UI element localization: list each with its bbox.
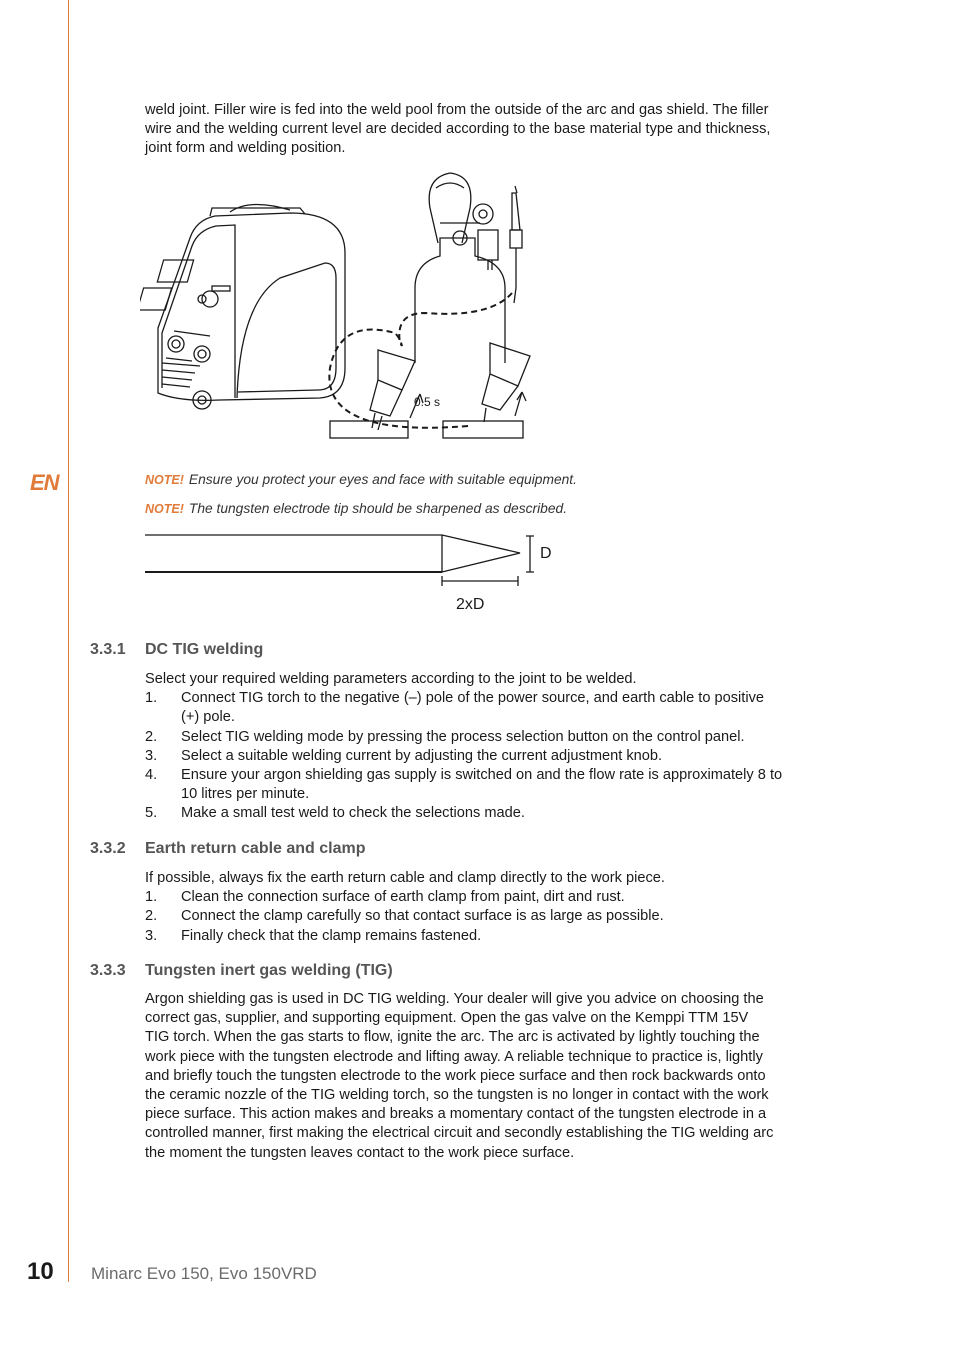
length-label: 2xD xyxy=(456,596,485,613)
section-intro: If possible, always fix the earth return cable and clamp directly to the work piece. xyxy=(145,870,665,886)
section-title: Earth return cable and clamp xyxy=(145,840,366,857)
note-tungsten xyxy=(145,501,567,516)
list-item: 1. Connect TIG torch to the negative (–) pole of the power source, and earth cable to positive (+) pole. xyxy=(145,690,765,726)
footer-title: Minarc Evo 150, Evo 150VRD xyxy=(91,1264,317,1283)
workpiece-left xyxy=(330,421,408,438)
list-item: 2. Select TIG welding mode by pressing the process selection button on the control panel. xyxy=(145,728,745,745)
section-number: 3.3.1 xyxy=(90,641,126,658)
torch-hose xyxy=(399,293,512,346)
section-heading-tig xyxy=(90,962,393,980)
electrode-tip-diagram xyxy=(140,528,570,618)
section-intro: Select your required welding parameters according to the joint to be welded. xyxy=(145,671,637,687)
note-tag: NOTE! xyxy=(145,502,184,516)
diameter-dimension xyxy=(526,536,534,572)
gas-hose xyxy=(329,330,468,428)
note-text: Ensure you protect your eyes and face with suitable equipment. xyxy=(188,472,577,487)
lift-arrow-right xyxy=(515,392,526,416)
gas-cylinder-icon xyxy=(415,173,522,363)
section-title: DC TIG welding xyxy=(145,641,264,658)
margin-rule xyxy=(68,0,69,1282)
intro-paragraph: weld joint. Filler wire is fed into the weld pool from the outside of the arc and gas shield. The filler wire and the welding current level are decided according to the base material type and thickness, joint form and welding position. xyxy=(145,102,771,157)
list-item: 5. Make a small test weld to check the selections made. xyxy=(145,805,525,822)
list-item: 4. Ensure your argon shielding gas supply is switched on and the flow rate is approximately 8 to 10 litres per minute. xyxy=(145,767,783,803)
section-title: Tungsten inert gas welding (TIG) xyxy=(145,962,393,979)
page-number: 10 xyxy=(27,1258,54,1285)
time-label: 0.5 s xyxy=(414,395,441,409)
list-item: 2. Connect the clamp carefully so that contact surface is as large as possible. xyxy=(145,908,664,925)
section-heading-earth-return xyxy=(90,840,366,858)
list-item: 3. Select a suitable welding current by adjusting the current adjustment knob. xyxy=(145,747,663,764)
workpiece-right xyxy=(443,421,523,438)
length-dimension xyxy=(442,576,518,586)
note-text: The tungsten electrode tip should be sharpened as described. xyxy=(188,501,568,516)
list-item: 3. Finally check that the clamp remains fastened. xyxy=(145,927,482,944)
power-source-icon xyxy=(140,204,345,409)
welding-setup-illustration xyxy=(140,168,540,448)
section-earth-return xyxy=(145,869,785,946)
section-heading-dc-tig xyxy=(90,641,263,659)
language-tab: EN xyxy=(30,470,59,495)
diameter-label: D xyxy=(540,545,552,562)
section-tig xyxy=(145,990,775,1163)
tig-torch-right-icon xyxy=(482,343,530,422)
list-item: 1. Clean the connection surface of earth clamp from paint, dirt and rust. xyxy=(145,889,625,906)
section-body: Argon shielding gas is used in DC TIG welding. Your dealer will give you advice on choosing the correct gas, supplier, and supporting equipment. Open the gas valve on the Kemppi TTM 15V TIG torch. When the gas starts to flow, ignite the arc. The arc is activated by lightly touching the work piece with the tungsten electrode and lifting away. A reliable technique to practice is, lightly and briefly touch the tungsten electrode to the work piece surface and then rock backwards onto the ceramic nozzle of the TIG welding torch, so the tungsten is no longer in contact with the work piece surface. This action makes and breaks a momentary contact of the tungsten electrode in a controlled manner, first making the electrical circuit and secondly establishing the TIG welding arc the moment the tungsten leaves contact to the work piece surface. xyxy=(145,991,774,1161)
section-dc-tig xyxy=(145,670,785,824)
note-tag: NOTE! xyxy=(145,473,184,487)
section-number: 3.3.3 xyxy=(90,962,126,979)
tig-torch-left-icon xyxy=(370,350,415,430)
note-eyes xyxy=(145,472,577,487)
electrode-outline xyxy=(145,535,520,572)
section-number: 3.3.2 xyxy=(90,840,126,857)
